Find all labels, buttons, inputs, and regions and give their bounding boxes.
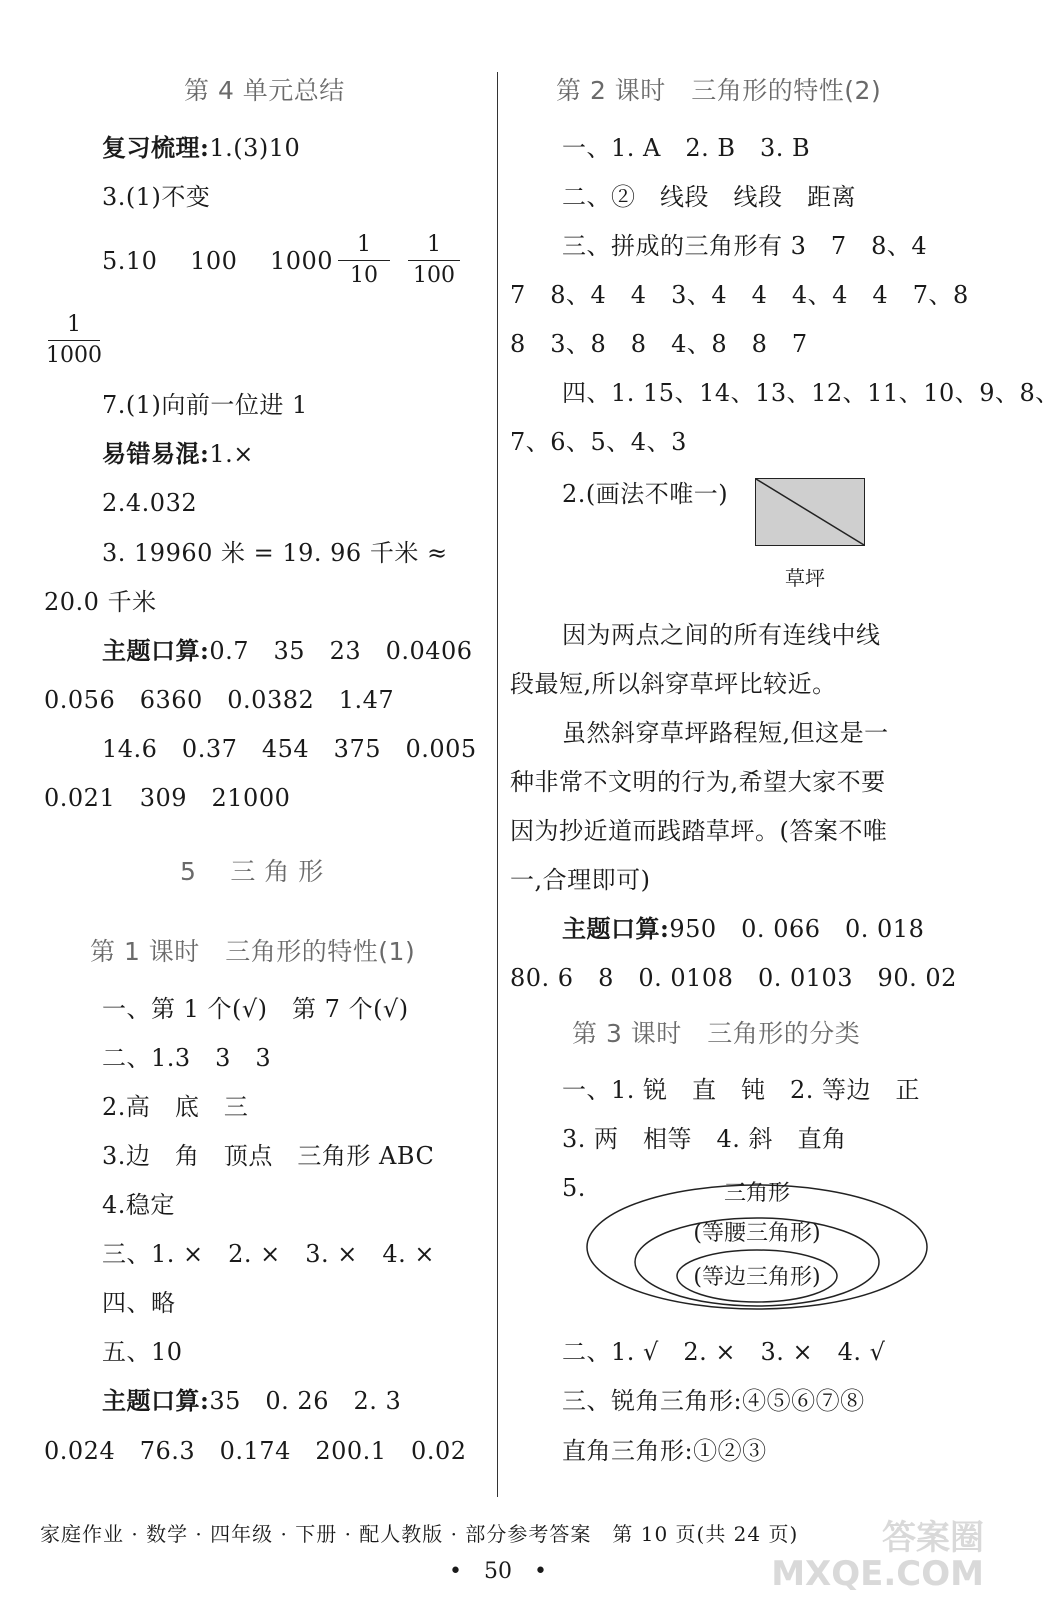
lesson2-title: 第 2 课时 三角形的特性(2) bbox=[556, 76, 882, 105]
lesson3-part1a: 一、1. 锐 直 钝 2. 等边 正 bbox=[562, 1076, 921, 1104]
calc-label: 主题口算: bbox=[102, 636, 210, 665]
lesson3-part3a: 三、锐角三角形:④⑤⑥⑦⑧ bbox=[562, 1387, 865, 1415]
lesson1-calc-values-1: 35 0. 26 2. 3 bbox=[209, 1387, 402, 1415]
lesson2-part3b: 7 8、4 4 3、4 4 4、4 4 7、8 bbox=[510, 281, 969, 309]
lesson1-part1: 一、第 1 个(√) 第 7 个(√) bbox=[102, 995, 409, 1023]
lesson1-title: 第 1 课时 三角形的特性(1) bbox=[90, 937, 416, 966]
error-answer-3b: 20.0 千米 bbox=[44, 588, 157, 616]
fraction-1-1000: 1 1000 bbox=[46, 312, 102, 368]
lesson2-part4a: 四、1. 15、14、13、12、11、10、9、8、 bbox=[562, 379, 1060, 407]
venn-inner-label: (等边三角形) bbox=[693, 1265, 821, 1290]
error-answer-3a: 3. 19960 米 = 19. 96 千米 ≈ bbox=[102, 539, 448, 567]
lesson1-calc-label: 主题口算: bbox=[102, 1386, 210, 1415]
review-item-7: 7.(1)向前一位进 1 bbox=[102, 391, 308, 419]
calc-line-1 bbox=[102, 636, 473, 666]
explanation-1b: 段最短,所以斜穿草坪比较近。 bbox=[510, 670, 837, 698]
review-item-3: 3.(1)不变 bbox=[102, 183, 211, 211]
lesson1-part2a: 二、1.3 3 3 bbox=[102, 1044, 272, 1072]
explanation-2a: 虽然斜穿草坪路程短,但这是一 bbox=[562, 719, 889, 747]
lesson1-calc-line bbox=[102, 1386, 401, 1416]
venn-outer-label: 三角形 bbox=[723, 1181, 791, 1206]
venn-middle-label: (等腰三角形) bbox=[693, 1221, 821, 1246]
error-label: 易错易混: bbox=[102, 439, 210, 468]
lesson3-part1c: 5. bbox=[562, 1174, 586, 1202]
calc-values-4: 0.021 309 21000 bbox=[44, 784, 291, 812]
lawn-diagram bbox=[755, 478, 865, 546]
lesson3-part1b: 3. 两 相等 4. 斜 直角 bbox=[562, 1125, 847, 1153]
lesson2-calc-values-2: 80. 6 8 0. 0108 0. 0103 90. 02 bbox=[510, 964, 957, 992]
lesson1-calc-values-2: 0.024 76.3 0.174 200.1 0.02 bbox=[44, 1437, 467, 1465]
review-line bbox=[102, 133, 300, 163]
column-divider bbox=[497, 72, 498, 1497]
explanation-1a: 因为两点之间的所有连线中线 bbox=[562, 621, 881, 649]
lesson3-part2: 二、1. √ 2. × 3. × 4. √ bbox=[562, 1338, 886, 1366]
watermark-logo: 答案圈 MXQE.COM bbox=[771, 1518, 984, 1594]
page-number: • 50 • bbox=[449, 1559, 547, 1584]
lesson1-part3: 三、1. × 2. × 3. × 4. × bbox=[102, 1240, 436, 1268]
lesson1-part2d: 4.稳定 bbox=[102, 1191, 175, 1219]
lesson2-calc-line bbox=[562, 914, 924, 944]
lesson3-title: 第 3 课时 三角形的分类 bbox=[572, 1019, 861, 1048]
calc-values-1: 0.7 35 23 0.0406 bbox=[209, 637, 473, 665]
error-answer-1: 1.× bbox=[209, 440, 254, 468]
lesson2-part3c: 8 3、8 8 4、8 8 7 bbox=[510, 330, 808, 358]
review-label: 复习梳理: bbox=[102, 133, 210, 162]
error-answer-2: 2.4.032 bbox=[102, 489, 198, 517]
unit4-title: 第 4 单元总结 bbox=[184, 76, 345, 105]
explanation-2b: 种非常不文明的行为,希望大家不要 bbox=[510, 768, 886, 796]
calc-values-2: 0.056 6360 0.0382 1.47 bbox=[44, 686, 395, 714]
page-footer: 家庭作业 · 数学 · 四年级 · 下册 · 配人教版 · 部分参考答案 第 10 页(共 24 页) bbox=[40, 1522, 799, 1546]
lesson2-part1: 一、1. A 2. B 3. B bbox=[562, 134, 811, 162]
lesson1-part2c: 3.边 角 顶点 三角形 ABC bbox=[102, 1142, 435, 1170]
lesson2-calc-values-1: 950 0. 066 0. 018 bbox=[669, 915, 925, 943]
lawn-label: 草坪 bbox=[785, 566, 825, 590]
lawn-diagonal-path bbox=[756, 479, 864, 545]
lesson2-calc-label: 主题口算: bbox=[562, 914, 670, 943]
lesson1-part5: 五、10 bbox=[102, 1338, 183, 1366]
calc-values-3: 14.6 0.37 454 375 0.005 bbox=[102, 735, 477, 763]
fraction-1-10: 1 10 bbox=[334, 232, 394, 289]
lesson1-part2b: 2.高 底 三 bbox=[102, 1093, 249, 1121]
explanation-2d: 一,合理即可) bbox=[510, 866, 651, 894]
triangle-venn-diagram bbox=[584, 1180, 934, 1315]
lesson3-part3b: 直角三角形:①②③ bbox=[562, 1437, 767, 1465]
lesson1-part4: 四、略 bbox=[102, 1289, 176, 1317]
lesson2-part2: 二、② 线段 线段 距离 bbox=[562, 183, 856, 211]
chapter5-title: 5 三 角 形 bbox=[180, 857, 324, 886]
review-item-5: 5.10 100 1000 bbox=[102, 247, 334, 275]
lesson2-part4c: 2.(画法不唯一) bbox=[562, 480, 729, 508]
error-line-1 bbox=[102, 439, 254, 469]
review-answer-1: 1.(3)10 bbox=[209, 134, 301, 162]
explanation-2c: 因为抄近道而践踏草坪。(答案不唯 bbox=[510, 817, 888, 845]
lesson2-part4b: 7、6、5、4、3 bbox=[510, 428, 687, 456]
fraction-1-100: 1 100 bbox=[404, 232, 464, 289]
lesson2-part3a: 三、拼成的三角形有 3 7 8、4 bbox=[562, 232, 928, 260]
